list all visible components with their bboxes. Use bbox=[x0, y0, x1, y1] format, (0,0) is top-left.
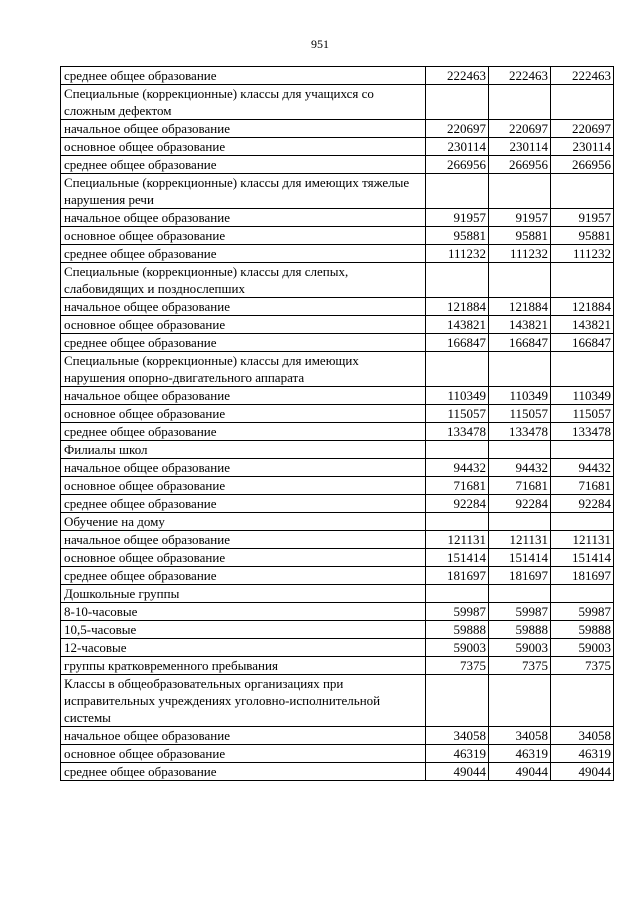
value-col-1: 143821 bbox=[426, 316, 489, 334]
value-col-3: 91957 bbox=[551, 209, 614, 227]
row-label: основное общее образование bbox=[61, 745, 426, 763]
value-col-1: 115057 bbox=[426, 405, 489, 423]
value-col-3: 143821 bbox=[551, 316, 614, 334]
table-row bbox=[61, 727, 614, 745]
value-col-2 bbox=[489, 352, 551, 387]
row-label: среднее общее образование bbox=[61, 567, 426, 585]
table-row bbox=[61, 621, 614, 639]
value-col-2: 91957 bbox=[489, 209, 551, 227]
value-col-1: 95881 bbox=[426, 227, 489, 245]
table-row bbox=[61, 138, 614, 156]
value-col-2: 166847 bbox=[489, 334, 551, 352]
value-col-3: 94432 bbox=[551, 459, 614, 477]
value-col-3 bbox=[551, 85, 614, 120]
row-label: Дошкольные группы bbox=[61, 585, 426, 603]
row-label: основное общее образование bbox=[61, 405, 426, 423]
value-col-3: 59888 bbox=[551, 621, 614, 639]
row-label: Специальные (коррекционные) классы для имеющих нарушения опорно-двигательного аппарата bbox=[61, 352, 426, 387]
value-col-3: 49044 bbox=[551, 763, 614, 781]
table-row bbox=[61, 387, 614, 405]
value-col-3 bbox=[551, 675, 614, 727]
value-col-3 bbox=[551, 513, 614, 531]
value-col-3: 230114 bbox=[551, 138, 614, 156]
value-col-1: 266956 bbox=[426, 156, 489, 174]
value-col-1: 230114 bbox=[426, 138, 489, 156]
value-col-3: 7375 bbox=[551, 657, 614, 675]
value-col-2: 143821 bbox=[489, 316, 551, 334]
value-col-1: 59987 bbox=[426, 603, 489, 621]
row-label: начальное общее образование bbox=[61, 387, 426, 405]
value-col-2: 94432 bbox=[489, 459, 551, 477]
table-row bbox=[61, 263, 614, 298]
row-label: начальное общее образование bbox=[61, 531, 426, 549]
row-label: Классы в общеобразовательных организациях при исправительных учреждениях уголовно-исполнительной системы bbox=[61, 675, 426, 727]
row-label: 8-10-часовые bbox=[61, 603, 426, 621]
value-col-3: 222463 bbox=[551, 67, 614, 85]
value-col-1 bbox=[426, 352, 489, 387]
value-col-2: 133478 bbox=[489, 423, 551, 441]
value-col-2: 95881 bbox=[489, 227, 551, 245]
value-col-1: 71681 bbox=[426, 477, 489, 495]
row-label: Специальные (коррекционные) классы для слепых, слабовидящих и позднослепших bbox=[61, 263, 426, 298]
value-col-2: 181697 bbox=[489, 567, 551, 585]
row-label: основное общее образование bbox=[61, 227, 426, 245]
table-row bbox=[61, 298, 614, 316]
row-label: 12-часовые bbox=[61, 639, 426, 657]
table-row bbox=[61, 156, 614, 174]
value-col-2: 222463 bbox=[489, 67, 551, 85]
value-col-2: 46319 bbox=[489, 745, 551, 763]
row-label: среднее общее образование bbox=[61, 245, 426, 263]
value-col-1: 111232 bbox=[426, 245, 489, 263]
value-col-1 bbox=[426, 441, 489, 459]
table-row bbox=[61, 85, 614, 120]
value-col-3: 71681 bbox=[551, 477, 614, 495]
value-col-3 bbox=[551, 263, 614, 298]
table-row bbox=[61, 549, 614, 567]
value-col-1 bbox=[426, 585, 489, 603]
table-row bbox=[61, 531, 614, 549]
value-col-3 bbox=[551, 174, 614, 209]
table-row bbox=[61, 174, 614, 209]
value-col-2 bbox=[489, 513, 551, 531]
row-label: Специальные (коррекционные) классы для учащихся со сложным дефектом bbox=[61, 85, 426, 120]
row-label: среднее общее образование bbox=[61, 334, 426, 352]
value-col-1: 59003 bbox=[426, 639, 489, 657]
row-label: начальное общее образование bbox=[61, 459, 426, 477]
table-row bbox=[61, 603, 614, 621]
table-row bbox=[61, 405, 614, 423]
table-row bbox=[61, 227, 614, 245]
value-col-2: 92284 bbox=[489, 495, 551, 513]
value-col-3: 59987 bbox=[551, 603, 614, 621]
value-col-2: 59888 bbox=[489, 621, 551, 639]
value-col-2: 7375 bbox=[489, 657, 551, 675]
value-col-1: 166847 bbox=[426, 334, 489, 352]
row-label: основное общее образование bbox=[61, 477, 426, 495]
table-row bbox=[61, 657, 614, 675]
value-col-1: 49044 bbox=[426, 763, 489, 781]
row-label: среднее общее образование bbox=[61, 156, 426, 174]
table-row bbox=[61, 495, 614, 513]
value-col-1 bbox=[426, 675, 489, 727]
value-col-3: 111232 bbox=[551, 245, 614, 263]
page-number: 951 bbox=[311, 37, 329, 51]
value-col-1 bbox=[426, 174, 489, 209]
value-col-1: 133478 bbox=[426, 423, 489, 441]
value-col-3: 133478 bbox=[551, 423, 614, 441]
value-col-1: 34058 bbox=[426, 727, 489, 745]
row-label: среднее общее образование bbox=[61, 495, 426, 513]
value-col-2: 111232 bbox=[489, 245, 551, 263]
table-row bbox=[61, 334, 614, 352]
row-label: среднее общее образование bbox=[61, 763, 426, 781]
table-row bbox=[61, 352, 614, 387]
value-col-1 bbox=[426, 263, 489, 298]
row-label: основное общее образование bbox=[61, 549, 426, 567]
value-col-1: 92284 bbox=[426, 495, 489, 513]
table-row bbox=[61, 585, 614, 603]
value-col-3: 34058 bbox=[551, 727, 614, 745]
value-col-3: 95881 bbox=[551, 227, 614, 245]
value-col-1 bbox=[426, 513, 489, 531]
table-row bbox=[61, 639, 614, 657]
row-label: среднее общее образование bbox=[61, 423, 426, 441]
value-col-1: 7375 bbox=[426, 657, 489, 675]
value-col-2 bbox=[489, 441, 551, 459]
table-body bbox=[61, 67, 614, 781]
value-col-2: 121131 bbox=[489, 531, 551, 549]
value-col-3: 121884 bbox=[551, 298, 614, 316]
value-col-1: 121131 bbox=[426, 531, 489, 549]
value-col-3: 266956 bbox=[551, 156, 614, 174]
row-label: Обучение на дому bbox=[61, 513, 426, 531]
row-label: 10,5-часовые bbox=[61, 621, 426, 639]
table-row bbox=[61, 209, 614, 227]
value-col-2 bbox=[489, 675, 551, 727]
value-col-3: 46319 bbox=[551, 745, 614, 763]
table-row bbox=[61, 120, 614, 138]
value-col-2: 220697 bbox=[489, 120, 551, 138]
table-row bbox=[61, 459, 614, 477]
value-col-1: 59888 bbox=[426, 621, 489, 639]
row-label: основное общее образование bbox=[61, 316, 426, 334]
table-row bbox=[61, 675, 614, 727]
value-col-2 bbox=[489, 585, 551, 603]
row-label: Специальные (коррекционные) классы для имеющих тяжелые нарушения речи bbox=[61, 174, 426, 209]
value-col-3: 115057 bbox=[551, 405, 614, 423]
funding-table bbox=[60, 66, 614, 781]
table-row bbox=[61, 316, 614, 334]
value-col-1: 220697 bbox=[426, 120, 489, 138]
value-col-3: 181697 bbox=[551, 567, 614, 585]
table-row bbox=[61, 67, 614, 85]
value-col-2: 151414 bbox=[489, 549, 551, 567]
value-col-3: 59003 bbox=[551, 639, 614, 657]
table-row bbox=[61, 763, 614, 781]
table-row bbox=[61, 567, 614, 585]
value-col-2 bbox=[489, 174, 551, 209]
value-col-1: 222463 bbox=[426, 67, 489, 85]
value-col-1: 94432 bbox=[426, 459, 489, 477]
row-label: Филиалы школ bbox=[61, 441, 426, 459]
row-label: начальное общее образование bbox=[61, 298, 426, 316]
value-col-2: 59003 bbox=[489, 639, 551, 657]
row-label: группы кратковременного пребывания bbox=[61, 657, 426, 675]
row-label: среднее общее образование bbox=[61, 67, 426, 85]
value-col-1 bbox=[426, 85, 489, 120]
value-col-3: 92284 bbox=[551, 495, 614, 513]
table-row bbox=[61, 441, 614, 459]
value-col-1: 151414 bbox=[426, 549, 489, 567]
table-row bbox=[61, 477, 614, 495]
table-row bbox=[61, 745, 614, 763]
value-col-3: 220697 bbox=[551, 120, 614, 138]
value-col-3: 166847 bbox=[551, 334, 614, 352]
value-col-1: 91957 bbox=[426, 209, 489, 227]
value-col-2 bbox=[489, 85, 551, 120]
value-col-3 bbox=[551, 352, 614, 387]
table-row bbox=[61, 245, 614, 263]
value-col-2: 59987 bbox=[489, 603, 551, 621]
value-col-3: 121131 bbox=[551, 531, 614, 549]
value-col-2: 71681 bbox=[489, 477, 551, 495]
value-col-3 bbox=[551, 441, 614, 459]
value-col-1: 110349 bbox=[426, 387, 489, 405]
value-col-2: 49044 bbox=[489, 763, 551, 781]
value-col-1: 121884 bbox=[426, 298, 489, 316]
row-label: основное общее образование bbox=[61, 138, 426, 156]
value-col-2: 34058 bbox=[489, 727, 551, 745]
table-row bbox=[61, 423, 614, 441]
row-label: начальное общее образование bbox=[61, 120, 426, 138]
value-col-2: 115057 bbox=[489, 405, 551, 423]
table-row bbox=[61, 513, 614, 531]
value-col-2: 121884 bbox=[489, 298, 551, 316]
value-col-2 bbox=[489, 263, 551, 298]
value-col-1: 181697 bbox=[426, 567, 489, 585]
row-label: начальное общее образование bbox=[61, 727, 426, 745]
value-col-1: 46319 bbox=[426, 745, 489, 763]
value-col-3 bbox=[551, 585, 614, 603]
row-label: начальное общее образование bbox=[61, 209, 426, 227]
value-col-3: 110349 bbox=[551, 387, 614, 405]
value-col-2: 110349 bbox=[489, 387, 551, 405]
value-col-2: 266956 bbox=[489, 156, 551, 174]
value-col-3: 151414 bbox=[551, 549, 614, 567]
value-col-2: 230114 bbox=[489, 138, 551, 156]
